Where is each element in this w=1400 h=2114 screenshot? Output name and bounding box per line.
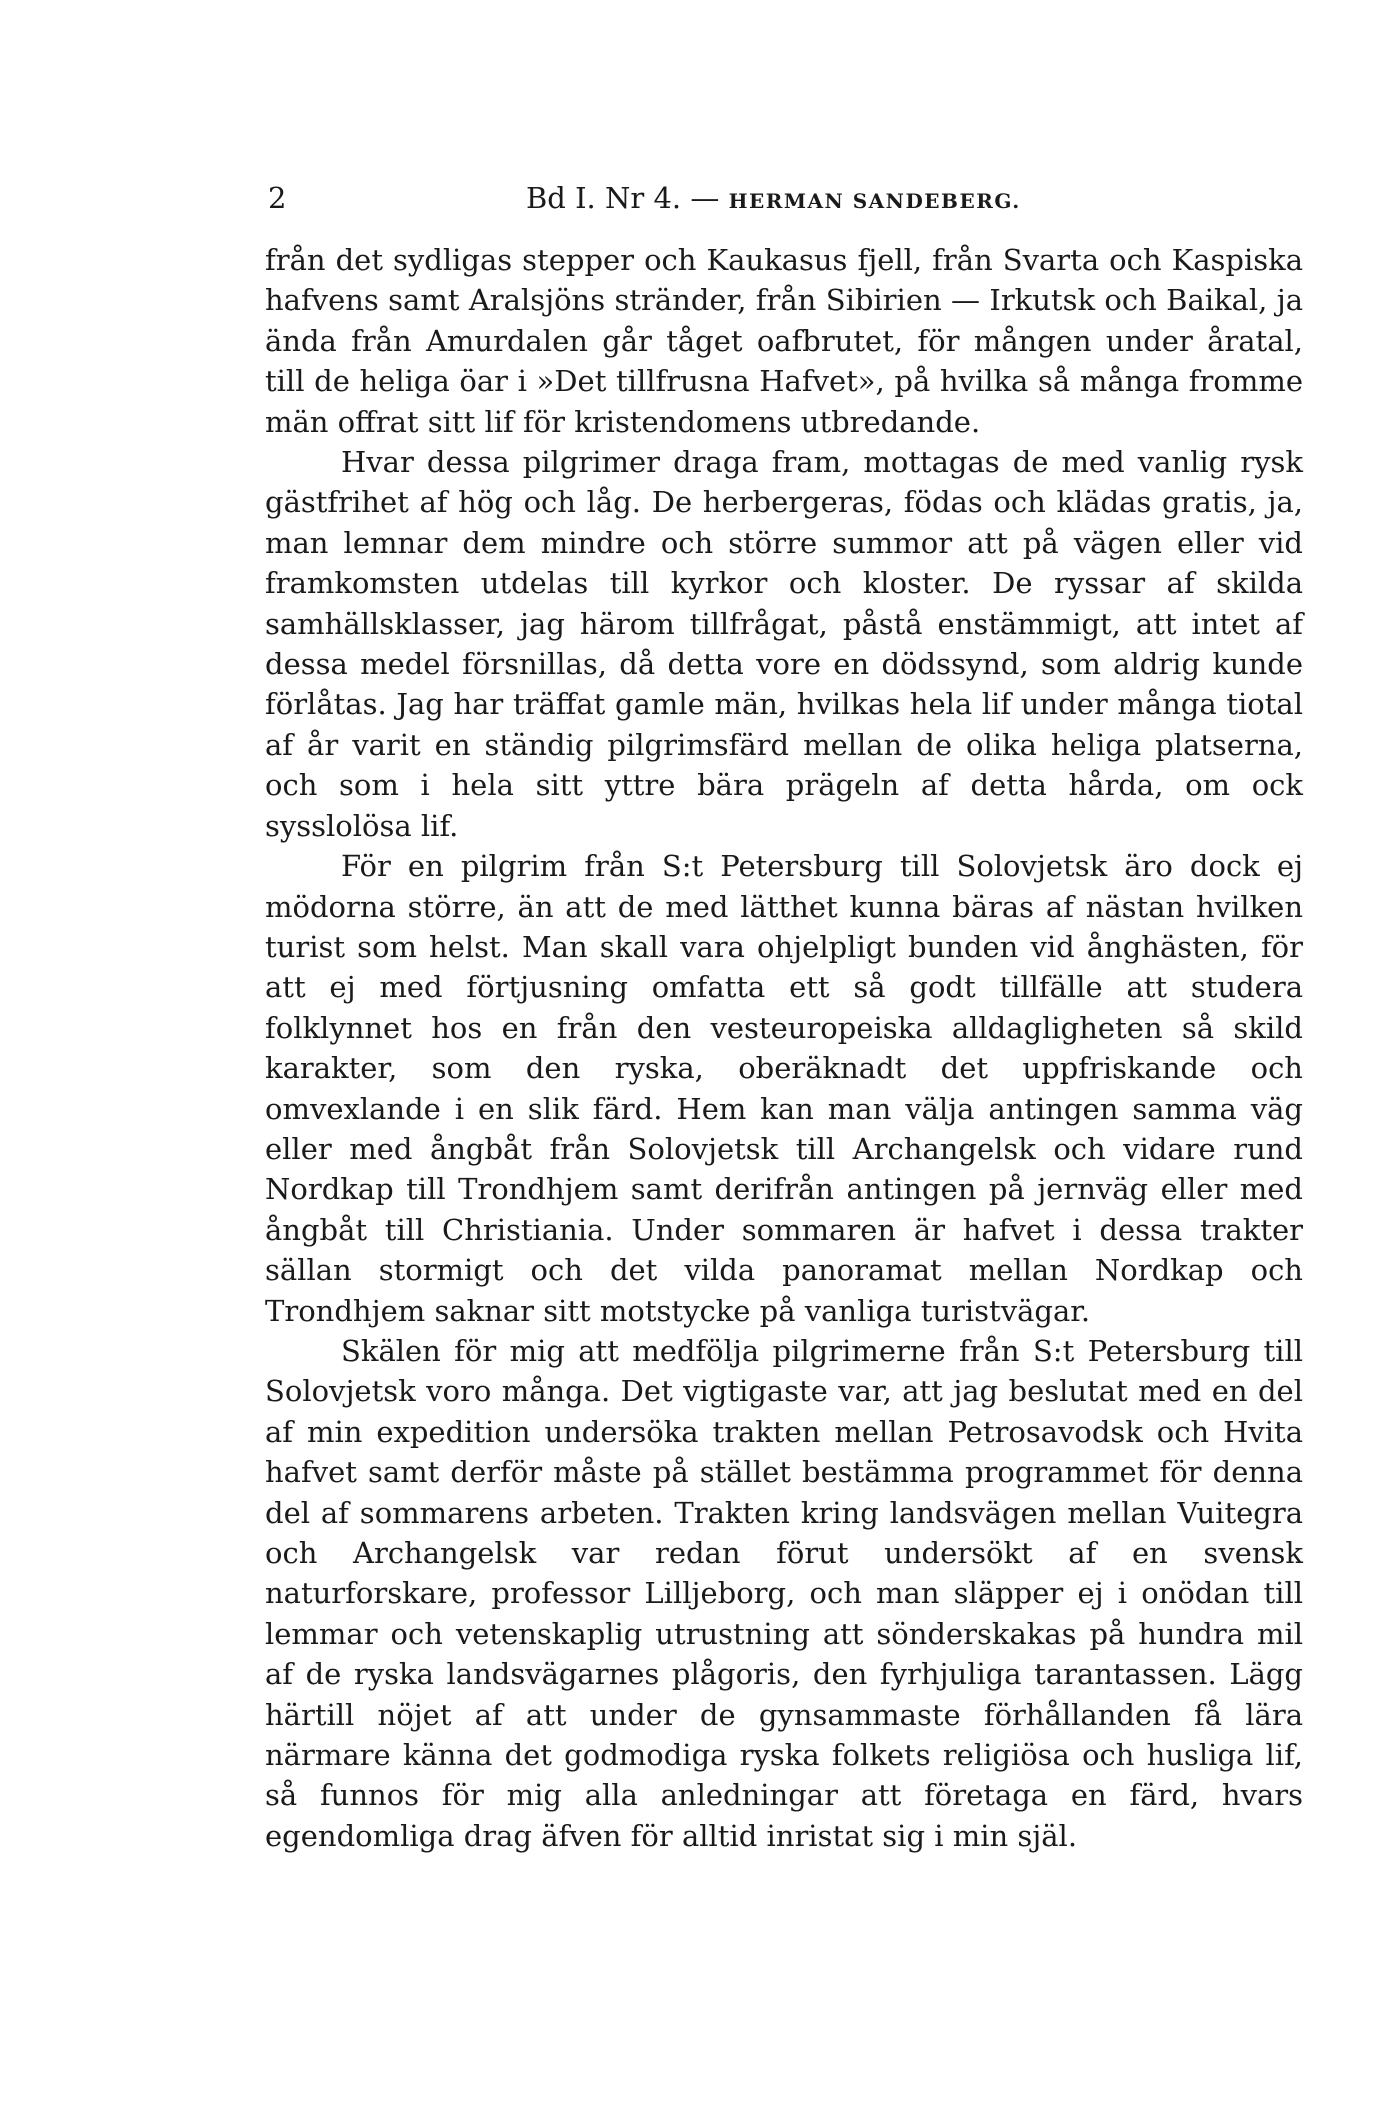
paragraph-3: För en pilgrim från S:t Petersburg till Solovjetsk äro dock ej mödorna större, än att de med lätthet kunna bäras af nästan hvilken turist som helst. Man skall vara ohjelpligt bunden vid ånghästen, för att ej med förtjusning omfatta ett så godt tillfälle att studera folklynnet hos en från den vesteuropeiska alldagligheten så skild karakter, som den ryska, oberäknadt det uppfriskande och omvexlande i en slik färd. Hem kan man välja antingen samma väg eller med ångbåt från Solovjetsk till Archangelsk och vidare rund Nordkap till Trondhjem samt derifrån antingen på jernväg eller med ångbåt till Christiania. Under sommaren är hafvet i dessa trakter sällan stormigt och det vilda panoramat mellan Nordkap och Trondhjem saknar sitt motstycke på vanliga turistvägar.	[265, 849, 1303, 1328]
running-head	[526, 178, 1021, 221]
paragraph-4: Skälen för mig att medfölja pilgrimerne från S:t Petersburg till Solovjetsk voro många. Det vigtigaste var, att jag beslutat med en del af min expedition undersöka trakten mellan Petrosavodsk och Hvita hafvet samt derför måste på stället bestämma programmet för denna del af sommarens arbeten. Trakten kring landsvägen mellan Vuitegra och Archangelsk var redan förut undersökt af en svensk naturforskare, professor Lilljeborg, och man släpper ej i onödan till lemmar och vetenskaplig utrustning att sönderskakas på hundra mil af de ryska landsvägarnes plågoris, den fyrhjuliga tarantassen. Lägg härtill nöjet af att under de gynsammaste förhållanden få lära närmare känna det godmodiga ryska folkets religiösa och husliga lif, så funnos för mig alla anledningar att företaga en färd, hvars egendomliga drag äfven för alltid inristat sig i min själ.	[265, 1333, 1303, 1853]
author-name: HERMAN SANDEBERG.	[728, 189, 1021, 213]
body-text	[265, 240, 1303, 1856]
volume-number: Bd I. Nr 4. —	[526, 181, 720, 215]
page-number: 2	[268, 181, 287, 215]
page-header	[268, 178, 1068, 218]
paragraph-2: Hvar dessa pilgrimer draga fram, mottagas de med vanlig rysk gästfrihet af hög och låg. De herbergeras, födas och klädas gratis, ja, man lemnar dem mindre och större summor att på vägen eller vid framkomsten utdelas till kyrkor och kloster. De ryssar af skilda samhällsklasser, jag härom tillfrågat, påstå enstämmigt, att intet af dessa medel försnillas, då detta vore en dödssynd, som aldrig kunde förlåtas. Jag har träffat gamle män, hvilkas hela lif under många tiotal af år varit en ständig pilgrimsfärd mellan de olika heliga platserna, och som i hela sitt yttre bära prägeln af detta hårda, om ock sysslolösa lif.	[265, 445, 1303, 843]
paragraph-1: från det sydligas stepper och Kaukasus fjell, från Svarta och Kaspiska hafvens samt Aralsjöns stränder, från Sibirien — Irkutsk och Baikal, ja ända från Amurdalen går tåget oafbrutet, för mången under åratal, till de heliga öar i »Det tillfrusna Hafvet», på hvilka så många fromme män offrat sitt lif för kristendomens utbredande.	[265, 243, 1303, 439]
